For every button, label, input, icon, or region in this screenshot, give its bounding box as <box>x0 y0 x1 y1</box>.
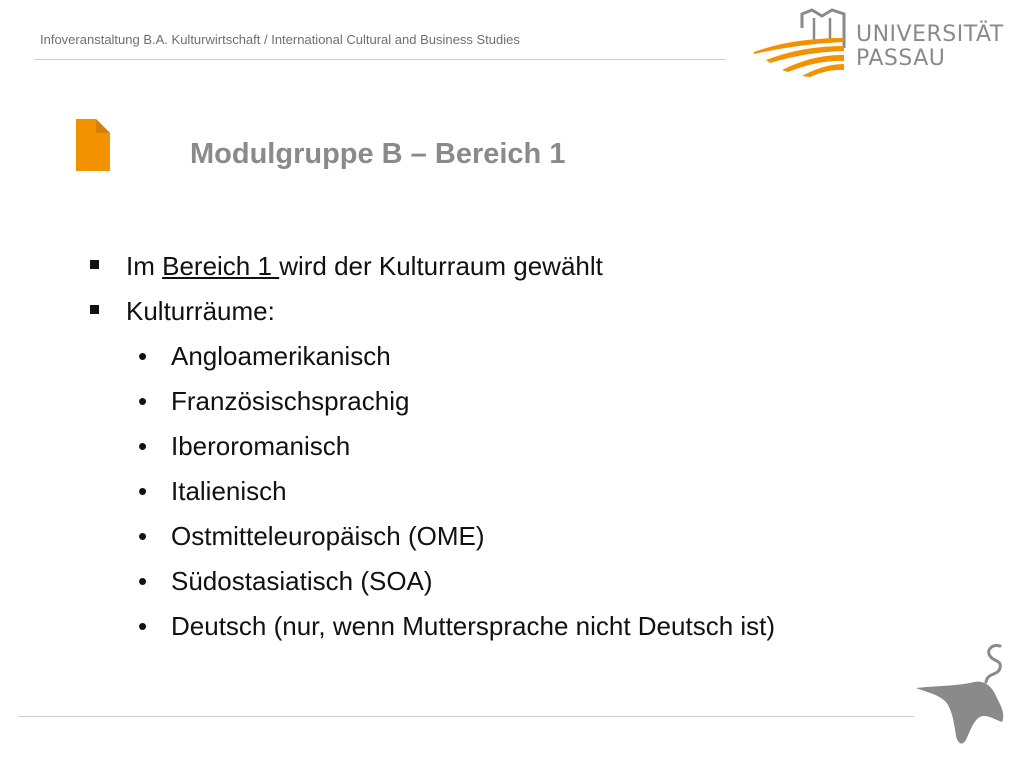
dot-bullet-icon: • <box>138 521 148 551</box>
bereich-1-link[interactable]: Bereich 1 <box>162 251 280 281</box>
logo-text <box>856 24 1004 72</box>
bullet1-suffix: wird der Kulturraum gewählt <box>279 251 603 281</box>
logo-line2: PASSAU <box>856 46 946 71</box>
logo-line1: UNIVERSITÄT <box>856 22 1004 47</box>
sub-list-item <box>86 334 966 379</box>
sub-list-item <box>86 559 966 604</box>
bullet-list <box>86 244 966 649</box>
header-divider <box>34 59 726 60</box>
dot-bullet-icon: • <box>138 341 148 371</box>
orange-folder-marker-icon <box>76 119 110 171</box>
dot-bullet-icon: • <box>138 386 148 416</box>
dot-bullet-icon: • <box>138 611 148 641</box>
subitem-text: Italienisch <box>171 476 287 506</box>
dot-bullet-icon: • <box>138 566 148 596</box>
square-bullet-icon <box>90 305 99 314</box>
list-item <box>86 244 966 289</box>
header-text: Infoveranstaltung B.A. Kulturwirtschaft / International Cultural and Business Studies <box>40 32 520 47</box>
bullet1-prefix: Im <box>126 251 163 281</box>
subitem-text: Ostmitteleuropäisch (OME) <box>171 521 485 551</box>
sub-list-item <box>86 379 966 424</box>
sub-list-item <box>86 604 966 649</box>
bullet2-text: Kulturräume: <box>126 296 275 326</box>
subitem-text: Deutsch (nur, wenn Muttersprache nicht Deutsch ist) <box>171 611 776 641</box>
sub-list-item <box>86 514 966 559</box>
page-title: Modulgruppe B – Bereich 1 <box>190 138 566 170</box>
square-bullet-icon <box>90 260 99 269</box>
subitem-text: Südostasiatisch (SOA) <box>171 566 433 596</box>
footer-divider <box>18 716 914 717</box>
manta-ray-mascot-icon <box>914 642 1014 748</box>
subitem-text: Französischsprachig <box>171 386 410 416</box>
subitem-text: Iberoromanisch <box>171 431 351 461</box>
list-item <box>86 289 966 334</box>
sub-list-item <box>86 424 966 469</box>
dot-bullet-icon: • <box>138 431 148 461</box>
sub-list-item <box>86 469 966 514</box>
subitem-text: Angloamerikanisch <box>171 341 391 371</box>
dot-bullet-icon: • <box>138 476 148 506</box>
